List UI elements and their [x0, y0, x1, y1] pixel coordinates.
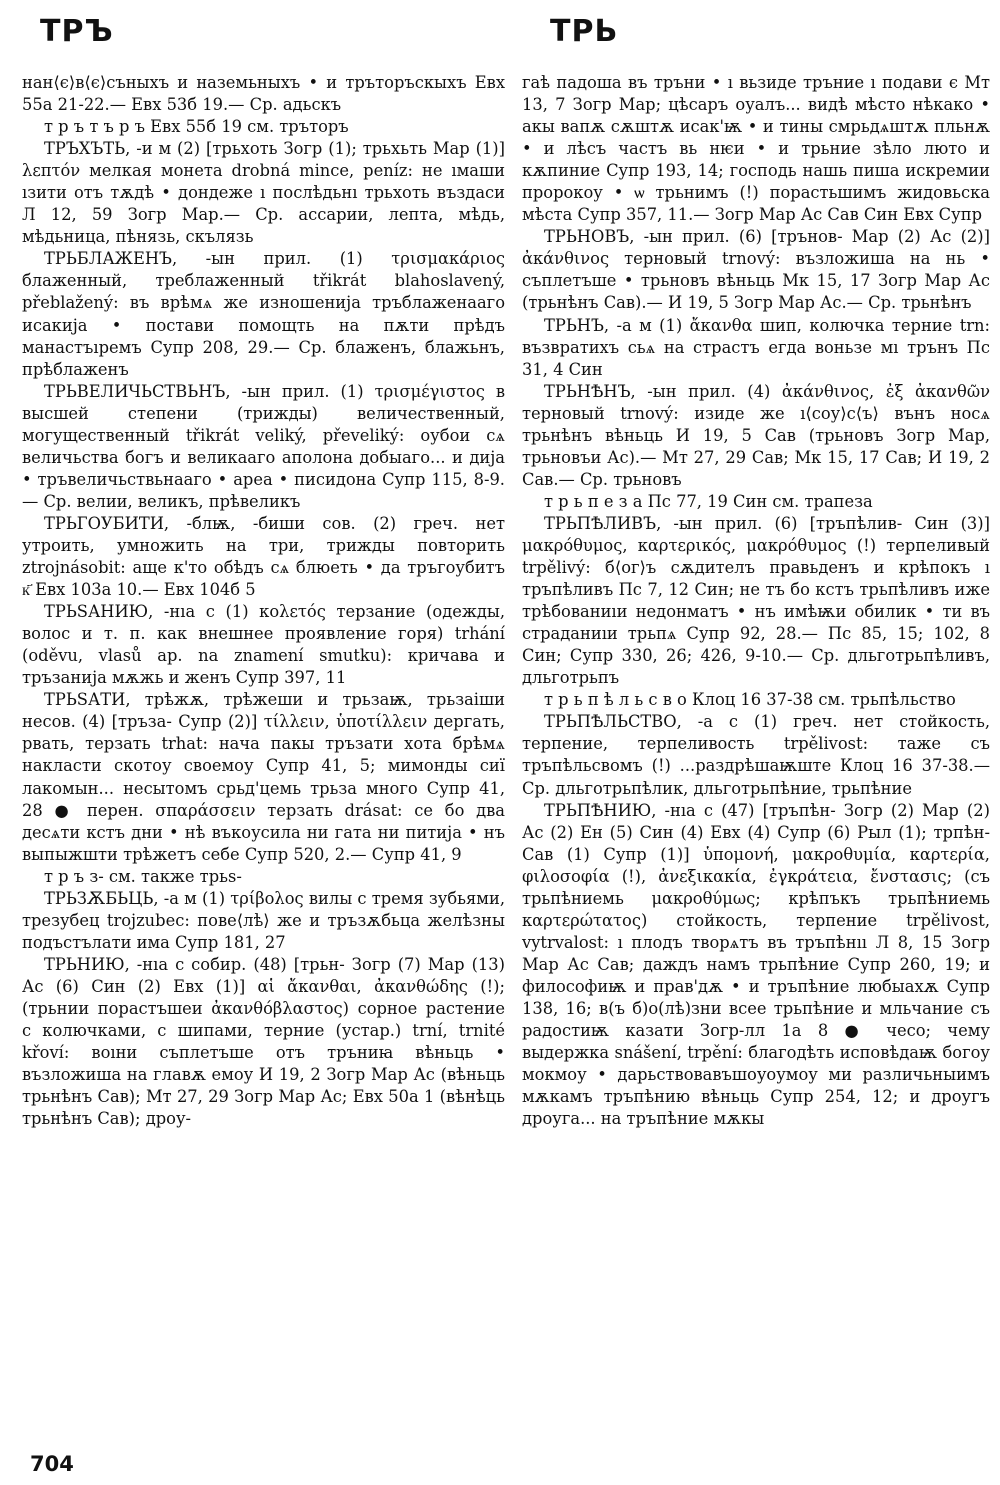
- entry-trugoubiti: ТРЬГОУБИТИ, -блѭ, -биши сов. (2) греч. нет утроить, умножить на три, трижды повторить ztrojnásobit: аще к'то обѣдъ сѧ блюеть • да тръгоубитъ к҃ Евх 103а 10.— Евх 104б 5: [22, 513, 505, 600]
- left-column: [22, 72, 505, 1130]
- entry-trukhut: ТРЪХЪТЬ, -и м (2) [трьхоть Зогр (1); трьхьть Мар (1)] λεπτόν мелкая монета drobná mince, peníz: не ıмаши ıзити отъ тѫдѣ • дондеже ı послѣдьнı трьхоть въздаси Л 12, 59 Зогр Мар.— Ср. ассарии, лепта, мѣдь, мѣдьница, пѣнязь, скълязь: [22, 139, 505, 247]
- entry-truzati: ТРЬЅАТИ, трѣжѫ, трѣжеши и трьзаѭ, трьзаіши несов. (4) [тръза- Супр (2)] τίλλειν, ὑποτίλλειν дергать, рвать, терзать trhat: нача пакы тръзати хота брѣмѧ накласти скотоу своемоу Супр 41, 5; мимонды сиї лакомын... несытомъ срьд'цемь трьза много Супр 41, 28 ● перен. σπαράσσειν терзать drásat: се бо два десѧти кстъ дни • нѣ въкоусила ни гата ни питија • нъ выпыжшти трѣжетъ себе Супр 520, 2.— Супр 41, 9: [22, 690, 505, 864]
- entry-truzubets: ТРЬЗѪБЬЦЬ, -а м (1) τρίβολος вилы с тремя зубьями, трезубец trojzubec: пове⟨лѣ⟩ же и тръзѫбьца желѣзны подъстълати има Супр 181, 27: [22, 888, 505, 952]
- entry-trunie: ТРЬНИЮ, -нıа с собир. (48) [трьн- Зогр (7) Мар (13) Ас (6) Син (2) Евх (1)] αἱ ἄκανθαι, ἀκανθώδης (!); (трьнии порастъшеи ἀκανθόβλαστος) сорное растение с колючками, с шипами, терние (устар.) trní, trnité křoví: воıни съплетъше отъ тръниꙗ вѣньць • възложиша на главѫ емоу И 19, 2 Зогр Мар Ас (вѣньць трьнѣнъ Сав); Мт 27, 29 Зогр Мар Ас; Евх 50а 1 (вѣнѣць трьнѣнъ Сав); дроу-: [22, 954, 505, 1129]
- entry-trublazhen: ТРЬБЛАЖЕНЪ, -ын прил. (1) τρισμακάριος блаженный, треблаженный třikrát blahoslavený, přeblažený: въ врѣмѧ же изношенија тръблаженааго исакија • постави помощть на пѫти прѣдъ манастъıремъ Супр 208, 29.— Ср. блаженъ, блажьнъ, прѣблаженъ: [22, 249, 505, 379]
- entry-cross-reference: т р ь п ѣ л ь с в о Клоц 16 37-38 см. трьпѣльство: [544, 690, 956, 710]
- entry-truzanie: ТРЬЅАНИЮ, -нıа с (1) κολετός терзание (одежды, волос и т. п. как внешнее проявление горя) trhání (oděvu, vlasů ap. na znamení smutku): кричава и тръзанија мѫжь и женъ Супр 397, 11: [22, 602, 505, 688]
- running-head-left: ТРЪ: [40, 14, 114, 49]
- entry-truvelichstven: ТРЬВЕЛИЧЬСТВЬНЪ, -ын прил. (1) τρισμέγιστος в высшей степени (трижды) величественный, могущественный třikrát veliký, převeliký: оубои сѧ величьства богъ и великааго аполона добыаго... и дија • тръвеличьствьнааго • ареа • писидона Супр 115, 8-9.— Ср. велии, великъ, прѣвеликъ: [22, 381, 505, 511]
- entry-continuation: нан⟨є⟩в⟨є⟩съныхъ и наземьныхъ • и тръторъскыхъ Евх 55а 21-22.— Евх 53б 19.— Ср. адьскъ: [22, 73, 505, 115]
- entry-trunov: ТРЬНОВЪ, -ын прил. (6) [трънов- Мар (2) Ас (2)] ἀκάνθινος терновый trnový: възложиша на нь • съплетъше • трьновъ вѣньць Мк 15, 17 Зогр Мар Ас (трьнѣнъ Сав).— И 19, 5 Зогр Мар Ас.— Ср. трьнѣнъ: [522, 227, 990, 313]
- entry-trupelstvo: ТРЬПѢЛЬСТВО, -а с (1) греч. нет стойкость, терпение, терпеливость trpělivost: таже съ тръпѣльсвомъ (!) ...раздрѣшаѭште Клоц 16 37-38.— Ср. дльготрьпѣлик, дльготрьпѣние, трьпѣние: [522, 712, 990, 798]
- entry-trupeliv: ТРЬПѢЛИВЪ, -ын прил. (6) [тръпѣлив- Син (3)] μακρόθυμος, καρτερικός, μακρόθυμος (!) терпеливый trpělivý: б⟨ог⟩ъ сѫдителъ правьденъ и крѣпокъ ı тръпѣливъ Пс 7, 12 Син; не тъ бо кстъ трьпѣливъ иже трѣбованиıи недонматъ • нъ имѣѭи обилик • ти въ страданиıи трьпѧ Супр 92, 28.— Пс 85, 15; 102, 8 Син; Супр 330, 26; 426, 9-10.— Ср. дльготрьпѣливъ, дльготрьпъ: [522, 513, 990, 688]
- entry-cross-reference: т р ъ з- см. также трьѕ-: [44, 866, 242, 886]
- entry-trun: ТРЬНЪ, -а м (1) ἄκανθα шип, колючка терние trn: възвратихъ сьѧ на страстъ егда воньзе мı трънъ Пс 31, 4 Син: [522, 315, 990, 379]
- running-head-right: ТРЬ: [550, 14, 619, 49]
- entry-trunen: ТРЬНѢНЪ, -ын прил. (4) ἀκάνθινος, ἐξ ἀκανθῶν терновый trnový: изиде же ı⟨соу⟩с⟨ъ⟩ вънъ носѧ трьнѣнъ вѣньць И 19, 5 Сав (трьновъ Зогр Мар, трьновъи Ас).— Мт 27, 29 Сав; Мк 15, 17 Сав; И 19, 2 Сав.— Ср. трьновъ: [522, 381, 990, 489]
- page-number: 704: [30, 1452, 74, 1476]
- entry-cross-reference: т р ь п е з а Пс 77, 19 Син см. трапеза: [544, 491, 873, 511]
- right-column: [522, 72, 990, 1130]
- entry-continuation: гаѣ падоша въ тръни • ı вьзиде тръние ı подави є Мт 13, 7 Зогр Мар; цѣсаръ оуалъ... видѣ мѣсто нѣкако • акы вапѫ сѫштѫ исак'ѭ • и тины смрьдѧштѫ пльнѫ • и лѣсъ частъ вь нѥи • и трьние зѣло люто и кѫпиние Супр 193, 14; господь нашь пиша искремии пророкоу • ѡ трьнимъ (!) порастьшимъ жидовьска мѣста Супр 357, 11.— Зогр Мар Ас Сав Син Евх Супр: [522, 73, 990, 225]
- entry-trupenie: ТРЬПѢНИЮ, -нıа с (47) [тръпѣн- Зогр (2) Мар (2) Ас (2) Ен (5) Син (4) Евх (4) Супр (6) Рыл (1); трпѣн- Сав (1) Супр (1)] ὑπομονή, μακροθυμία, καρτερία, φιλοσοφία (!), ἀνεξικακία, ἐγκράτεια, ἔνστασις; (съ трьпѣниемь μακροθύμως; крѣпъкъ трьпѣниемь καρτερώτατος) стойкость, терпение trpělivost, vytrvalost: ı плодъ творѧтъ въ тръпѣнıı Л 8, 15 Зогр Мар Ас Сав; даждъ намъ трьпѣние Супр 260, 19; и философиѭ и прав'дѫ • и тръпѣние любыахѫ Супр 138, 16; в(ъ б)о(лѣ)зни всее трьпѣние и мльчание съ радостиѭ казати Зогр-лл 1а 8 ● чесо; чему выдержка snášení, trpění: благодѣть исповѣдаѭ богоу мокмоу • дарьствовавъшоуоумоу ми различьныимъ мѫкамъ тръпѣнию вѣньць Супр 254, 12; и дроугъ дроуга... на тръпѣние мѫкы: [522, 800, 990, 1129]
- entry-cross-reference: т р ъ т ъ р ъ Евх 55б 19 см. тръторъ: [44, 117, 349, 137]
